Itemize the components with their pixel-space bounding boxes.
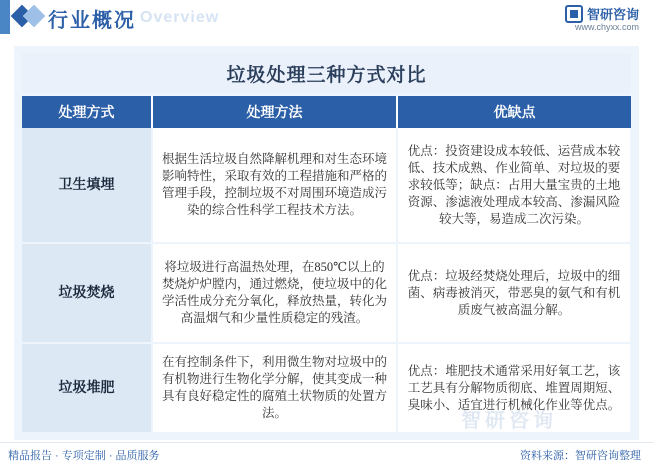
description-cell: 将垃圾进行高温热处理，在850℃以上的焚烧炉炉膛内，通过燃烧，使垃圾中的化学活性成分充分氧化，释放热量，转化为高温烟气和少量性质稳定的残渣。 (152, 243, 397, 343)
footer-tagline: 精品报告 · 专项定制 · 品质服务 (8, 450, 160, 462)
brand-name: 智研咨询 (586, 7, 639, 22)
table-row (22, 128, 631, 243)
comparison-table (22, 96, 632, 434)
header-title: 行业概况 (48, 10, 136, 32)
description-cell: 根据生活垃圾自然降解机理和对生态环境影响特性，采取有效的工程措施和严格的管理手段，控制垃圾不对周围环境造成污染的综合性科学工程技术方法。 (152, 128, 397, 243)
pros-cons-cell: 优点：垃圾经焚烧处理后，垃圾中的细菌、病毒被消灭，带恶臭的氨气和有机质废气被高温分解。 (397, 243, 631, 343)
table-row (22, 243, 631, 343)
footer-source: 资料来源：智研咨询整理 (520, 450, 641, 462)
brand-url: www.chyxx.com (574, 22, 639, 32)
column-header-pros-cons: 优缺点 (397, 96, 631, 128)
method-cell: 卫生填埋 (22, 128, 152, 243)
footer-bar (0, 442, 653, 465)
table-title: 垃圾处理三种方式对比 (22, 53, 631, 93)
column-header-method: 处理方式 (22, 96, 152, 128)
header-subtitle: Overview (140, 9, 220, 26)
description-cell: 在有控制条件下，利用微生物对垃圾中的有机物进行生物化学分解，使其变成一种具有良好稳定性的腐殖土状物质的处置方法。 (152, 343, 397, 433)
column-header-process: 处理方法 (152, 96, 397, 128)
table-header-row (22, 96, 631, 128)
header-accent-bar (0, 0, 10, 34)
header-bar (0, 0, 653, 34)
watermark: 智研咨询 (461, 410, 557, 432)
brand-logo-icon (565, 5, 583, 23)
pros-cons-cell: 优点：堆肥技术通常采用好氧工艺，该工艺具有分解物质彻底、堆置周期短、臭味小、适宜进行机械化作业等优点。 (397, 343, 631, 433)
method-cell: 垃圾焚烧 (22, 243, 152, 343)
method-cell: 垃圾堆肥 (22, 343, 152, 433)
pros-cons-cell: 优点：投资建设成本较低、运营成本较低、技术成熟、作业简单、对垃圾的要求较低等；缺点：占用大量宝贵的土地资源、渗滤液处理成本较高、渗漏风险较大等，易造成二次污染。 (397, 128, 631, 243)
brand (565, 4, 639, 23)
